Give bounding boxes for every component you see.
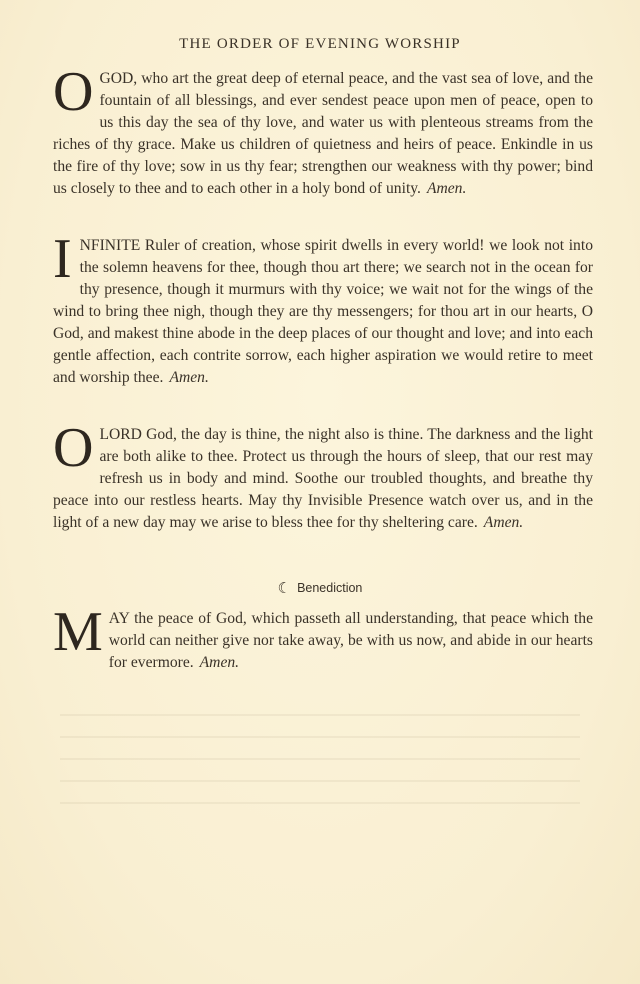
prayer-text: NFINITE Ruler of creation, whose spirit dwells in every world! we look not into the solemn heavens for thee, though thou art there; we search not in the ocean for thy presence, though it murmurs with thy voice; we wait not for the wings of the wind to bring thee nigh, though they are thy messengers; for thou art in our hearts, O God, and makest thine abode in the deep places of our thought and love; and into each gentle affection, each contrite sorrow, each higher aspiration we would retire to meet and worship thee. — [53, 237, 593, 386]
show-through-texture — [60, 700, 580, 820]
pilcrow-mark-icon: ☾ — [277, 579, 292, 597]
drop-cap: O — [53, 61, 94, 123]
drop-cap: I — [53, 228, 72, 290]
running-head: THE ORDER OF EVENING WORSHIP — [179, 36, 461, 52]
amen-text: Amen. — [483, 514, 524, 531]
prayer-text: GOD, who art the great deep of eternal peace, and the vast sea of love, and the fountain of all blessings, and ever sendest peace upon men of peace, open to us this day the sea of thy love, and water us with plenteous streams from the riches of thy grace. Make us children of quietness and heirs of peace. Enkindle in us the fire of thy love; sow in us thy fear; strengthen our weakness with thy power; bind us closely to thee and to each other in a holy bond of unity. — [53, 70, 593, 197]
prayer-paragraph — [53, 228, 593, 389]
prayer-paragraph — [53, 417, 593, 534]
benediction-text: AY the peace of God, which passeth all understanding, that peace which the world can neither give nor take away, be with us now, and abide in our hearts for evermore. — [108, 610, 593, 671]
amen-text: Amen. — [169, 369, 209, 386]
benediction-heading — [0, 578, 640, 596]
prayer-text: LORD God, the day is thine, the night also is thine. The darkness and the light are both alike to thee. Protect us through the hours of sleep, that our rest may refresh us in body and mind. Soothe our troubled thoughts, and breathe thy peace into our restless hearts. May thy Invisible Presence watch over us, and in the light of a new day may we arise to bless thee for thy sheltering care. — [53, 426, 593, 531]
drop-cap: O — [53, 417, 94, 479]
prayer-paragraph — [53, 61, 593, 200]
amen-text: Amen. — [426, 180, 467, 197]
amen-text: Amen. — [199, 654, 240, 671]
benediction-title: Benediction — [297, 581, 363, 595]
benediction-paragraph — [53, 601, 593, 674]
drop-cap: M — [53, 601, 103, 663]
